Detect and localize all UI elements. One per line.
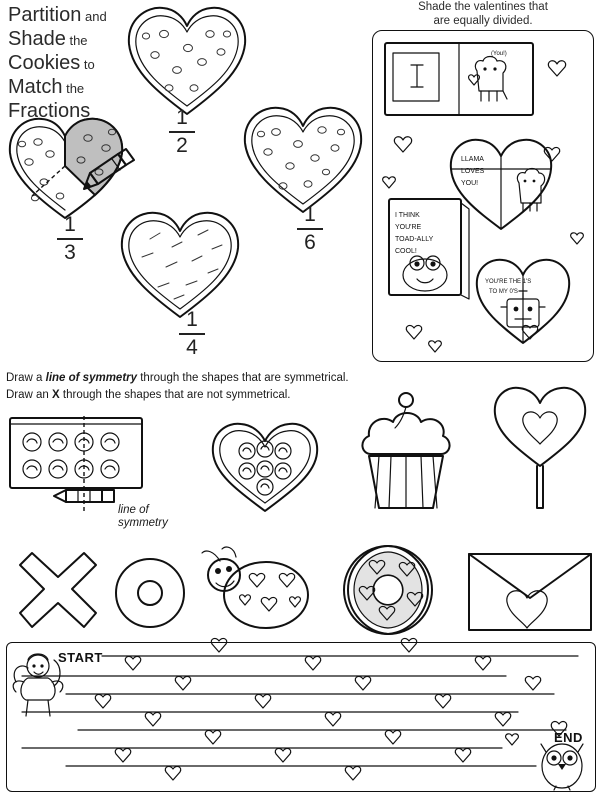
line-of-symmetry-callout — [118, 504, 168, 530]
fraction-sixth: 1 6 — [288, 205, 332, 253]
sym-inst-1b: line of symmetry — [45, 372, 138, 384]
svg-text:TO MY 0'S: TO MY 0'S — [489, 289, 518, 295]
valentines-instruction-line2: are equally divided. — [433, 15, 533, 27]
card-toad — [389, 199, 469, 299]
valentines-panel — [372, 30, 594, 362]
valentines-instruction-line1: Shade the valentines that — [418, 1, 548, 13]
svg-text:I THINK: I THINK — [395, 212, 420, 219]
cookie-half — [122, 0, 252, 120]
callout-line-2: symmetry — [118, 517, 168, 529]
svg-text:YOU'RE THE 1'S: YOU'RE THE 1'S — [485, 279, 532, 285]
shape-envelope — [465, 550, 595, 634]
card-robot — [477, 260, 569, 343]
shape-donut-hearts — [340, 542, 436, 638]
symmetry-instruction-line-1 — [6, 370, 426, 387]
title-line-1-main: Partition — [8, 4, 82, 26]
shape-donut-plain — [112, 555, 188, 631]
sym-inst-2a: Draw an — [6, 389, 53, 401]
title-line-1-sub: and — [81, 9, 107, 24]
cupid-character — [13, 654, 63, 716]
decorative-hearts — [383, 61, 584, 352]
title-line-3-sub: to — [80, 57, 95, 72]
fraction-third: 1 3 — [48, 215, 92, 263]
shape-x-cross — [12, 545, 104, 635]
title-line-2-main: Shade — [8, 28, 66, 50]
cookie-sixth — [238, 100, 368, 218]
maze-hearts — [95, 638, 540, 780]
svg-text:YOU'RE: YOU'RE — [395, 224, 422, 231]
sym-inst-2b: X — [52, 389, 60, 401]
svg-text:TOAD-ALLY: TOAD-ALLY — [395, 236, 434, 243]
sym-inst-1c: through the shapes that are symmetrical. — [137, 372, 349, 384]
shape-cupcake — [353, 388, 459, 513]
svg-text:LLAMA: LLAMA — [461, 156, 484, 163]
title-line-4-main: Match — [8, 76, 63, 98]
title-line-4-sub: the — [62, 81, 85, 96]
card-llama — [451, 140, 551, 229]
svg-text:YOU!: YOU! — [461, 180, 479, 187]
svg-text:COOL!: COOL! — [395, 248, 417, 255]
maze-end-label: END — [554, 730, 583, 745]
svg-text:LOVES: LOVES — [461, 168, 485, 175]
fraction-fourth: 1 4 — [170, 310, 214, 358]
toad-icon — [403, 256, 447, 291]
sym-inst-1a: Draw a — [6, 372, 46, 384]
cookie-fourth — [112, 205, 252, 323]
shape-ladybug — [196, 543, 316, 638]
valentines-instruction — [372, 0, 594, 28]
title-line-5-main: Fractions — [8, 100, 91, 122]
maze-start-label: START — [58, 650, 103, 665]
svg-text:(You!): (You!) — [491, 51, 507, 57]
sym-inst-2c: through the shapes that are not symmetrical. — [59, 389, 291, 401]
title-line-3-main: Cookies — [8, 52, 81, 74]
maze-drawing — [6, 642, 594, 790]
shape-heart-lollipop — [485, 378, 595, 513]
title-line-2-sub: the — [65, 33, 88, 48]
fraction-half: 1 2 — [160, 108, 204, 156]
callout-line-1: line of — [118, 504, 149, 516]
shape-heart-candy-box — [205, 415, 325, 515]
card-llama-open — [385, 43, 533, 115]
page-title — [8, 4, 118, 123]
owl-character — [541, 721, 583, 790]
